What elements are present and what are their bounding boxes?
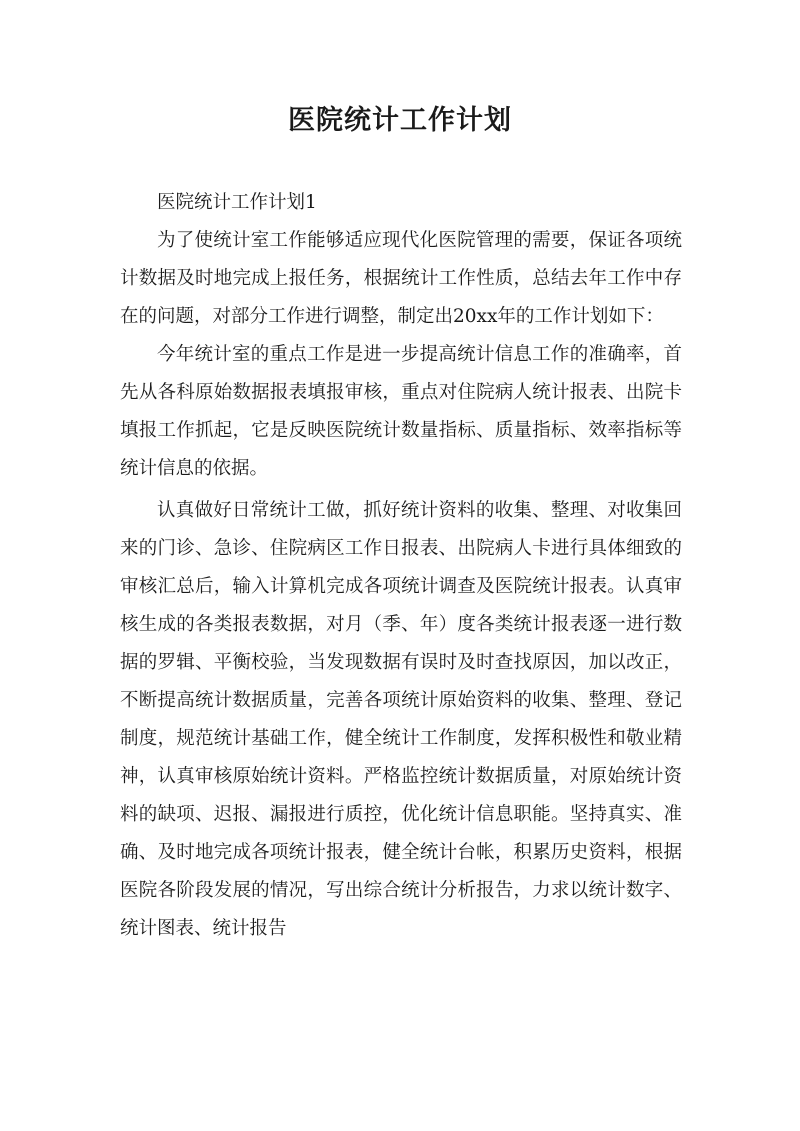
paragraph-daily-work: 认真做好日常统计工做，抓好统计资料的收集、整理、对收集回来的门诊、急诊、住院病区工作日报表、出院病人卡进行具体细致的审核汇总后，输入计算机完成各项统计调查及医院统计报表。认真审核生成的各类报表数据，对月（季、年）度各类统计报表逐一进行数据的罗辑、平衡校验，当发现数据有误时及时查找原因，加以改正，不断提高统计数据质量，完善各项统计原始资料的收集、整理、登记制度，规范统计基础工作，健全统计工作制度，发挥积极性和敬业精神，认真审核原始统计资料。严格监控统计数据质量，对原始统计资料的缺项、迟报、漏报进行质控，优化统计信息职能。坚持真实、准确、及时地完成各项统计报表，健全统计台帐，积累历史资料，根据医院各阶段发展的情况，写出综合统计分析报告，力求以统计数字、统计图表、统计报告 <box>120 500 682 939</box>
document-body <box>120 184 682 948</box>
paragraph-intro: 为了使统计室工作能够适应现代化医院管理的需要，保证各项统计数据及时地完成上报任务，根据统计工作性质，总结去年工作中存在的问题，对部分工作进行调整，制定出20xx年的工作计划如下： <box>120 230 682 327</box>
document-title: 医院统计工作计划 <box>288 105 512 136</box>
paragraph-focus: 今年统计室的重点工作是进一步提高统计信息工作的准确率，首先从各科原始数据报表填报审核，重点对住院病人统计报表、出院卡填报工作抓起，它是反映医院统计数量指标、质量指标、效率指标等统计信息的依据。 <box>120 344 682 479</box>
section-heading: 医院统计工作计划1 <box>157 192 317 213</box>
